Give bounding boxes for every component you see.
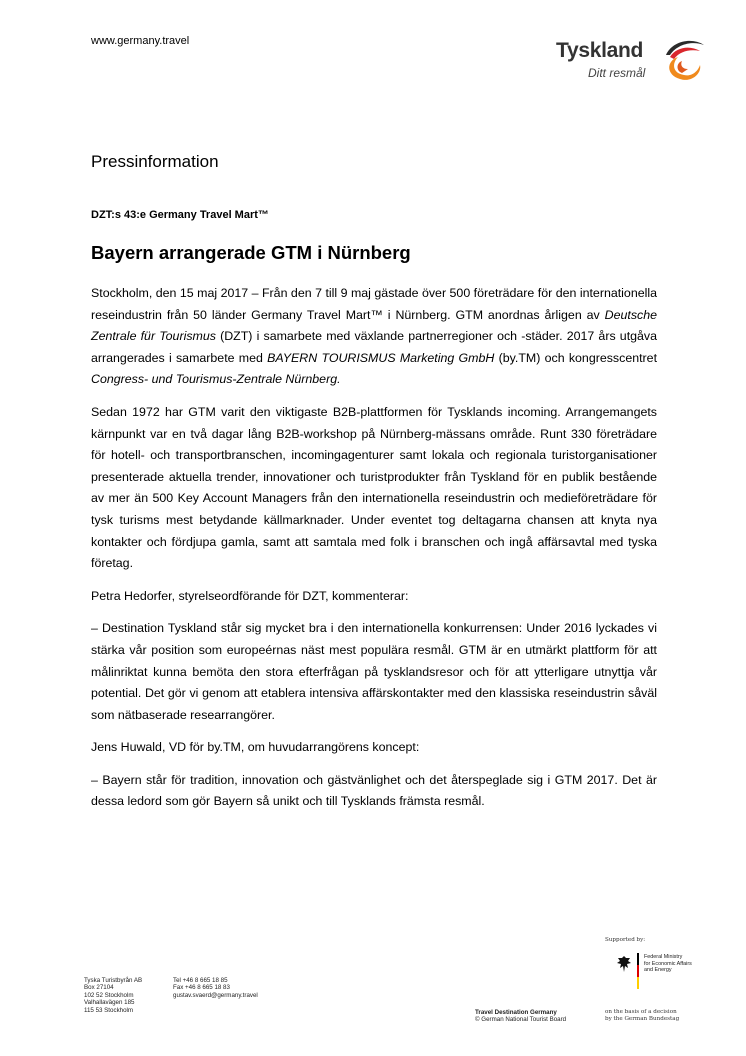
- footer-address: [84, 977, 142, 1014]
- ministry-line: Federal Ministry: [644, 954, 683, 960]
- contact-fax: Fax +46 8 665 18 83: [173, 984, 230, 992]
- german-flag-bar-icon: [637, 953, 639, 989]
- headline: Bayern arrangerade GTM i Nürnberg: [91, 242, 411, 263]
- contact-email: gustav.svaerd@germany.travel: [173, 991, 258, 999]
- paragraph-6: – Bayern står för tradition, innovation och gästvänlighet och det återspeglade sig i GTM 2017. Det är dessa ledord som gör Bayern så unikt och till Tysklands främsta resmål.: [91, 772, 657, 809]
- paragraph-4: – Destination Tyskland står sig mycket bra i den internationella konkurrensen: Under 2016 lyckades vi stärka vår position som europeérnas näst mest populära resmål. GTM är en utmärkt plattform för att målinriktat kunna bemöta den stora efterfrågan på tysklandsresor och för att ytterligare utnyttja vår potential. Det gör vi genom att etablera intensiva affärskontakter med den klassiska reseindustrin såväl som nätbaserade researrangörer.: [91, 621, 657, 722]
- p1-text-c: (DZT) i samarbete med växlande partnerregioner och -städer. 2017 års utgåva arrangerades i samarbete med: [91, 329, 658, 365]
- address-line: Box 27104: [84, 984, 114, 992]
- paragraph-2: Sedan 1972 har GTM varit den viktigaste B2B-plattformen för Tysklands incoming. Arrangemangets kärnpunkt var en två dagar lång B2B-workshop på Nürnberg-mässans område. Runt 330 företrädare för hotell- och transportbranschen, incomingagenturer samt lokala och regionala turistorganisationer presenterade aktuella trender, innovationer och turistprodukter från Tyskland för en publik bestående av mer än 500 Key Account Managers från den internationella reseindustrin och medieföreträdare för tysk turisms mest betydande källmarknader. Under eventet tog deltagarna chansen att knyta nya kontakter och fördjupa gamla, samt att samtala med folk i branschen och ingå affärsavtal med tyska företag.: [91, 404, 657, 571]
- article-body: [91, 283, 657, 824]
- decision-line: on the basis of a decision: [605, 1009, 677, 1015]
- logo-swoosh-icon: [658, 35, 708, 85]
- ministry-line: and Energy: [644, 967, 672, 974]
- tdg-name: Travel Destination Germany: [475, 1009, 557, 1016]
- p1-text-a: Stockholm, den 15 maj 2017 – Från den 7 till 9 maj gästade över 500 företrädare för den internationella reseindustrin från 50 länder Germany Travel Mart™ i Nürnberg. GTM anordnas årligen av: [91, 286, 657, 322]
- p1-bytm-name: BAYERN TOURISMUS Marketing GmbH: [267, 350, 495, 365]
- supported-by-label: Supported by:: [605, 937, 646, 943]
- tyskland-logo: [548, 33, 708, 89]
- paragraph-5: Jens Huwald, VD för by.TM, om huvudarrangörens koncept:: [91, 740, 420, 755]
- address-line: 115 53 Stockholm: [84, 1006, 134, 1014]
- paragraph-3: Petra Hedorfer, styrelseordförande för DZT, kommenterar:: [91, 588, 409, 603]
- paragraph-1: [91, 283, 657, 391]
- press-info-title: Pressinformation: [91, 152, 219, 171]
- federal-eagle-icon: [616, 955, 632, 973]
- tdg-credit: [475, 1009, 566, 1024]
- tdg-sub: © German National Tourist Board: [475, 1016, 567, 1024]
- p1-text-e: (by.TM) och kongresscentret: [494, 350, 658, 365]
- website-url: www.germany.travel: [91, 35, 190, 47]
- address-line: Tyska Turistbyrån AB: [84, 977, 143, 984]
- p1-ctz-name: Congress- und Tourismus-Zentrale Nürnberg.: [91, 372, 341, 387]
- address-line: 102 52 Stockholm: [84, 991, 134, 999]
- ministry-name: [644, 954, 692, 974]
- ministry-logo: [616, 953, 716, 993]
- kicker: DZT:s 43:e Germany Travel Mart™: [91, 209, 269, 221]
- address-line: Valhallavägen 185: [84, 999, 135, 1007]
- bundestag-decision: [605, 1009, 679, 1023]
- decision-line: by the German Bundestag: [605, 1016, 680, 1022]
- contact-phone: Tel +46 8 665 18 85: [173, 977, 228, 984]
- p1-dzt-name: Deutsche Zentrale für Tourismus: [91, 307, 657, 344]
- footer-contact: [173, 977, 258, 999]
- logo-subtitle: Ditt resmål: [588, 66, 646, 80]
- logo-title: Tyskland: [556, 39, 644, 62]
- ministry-line: for Economic Affairs: [644, 960, 692, 967]
